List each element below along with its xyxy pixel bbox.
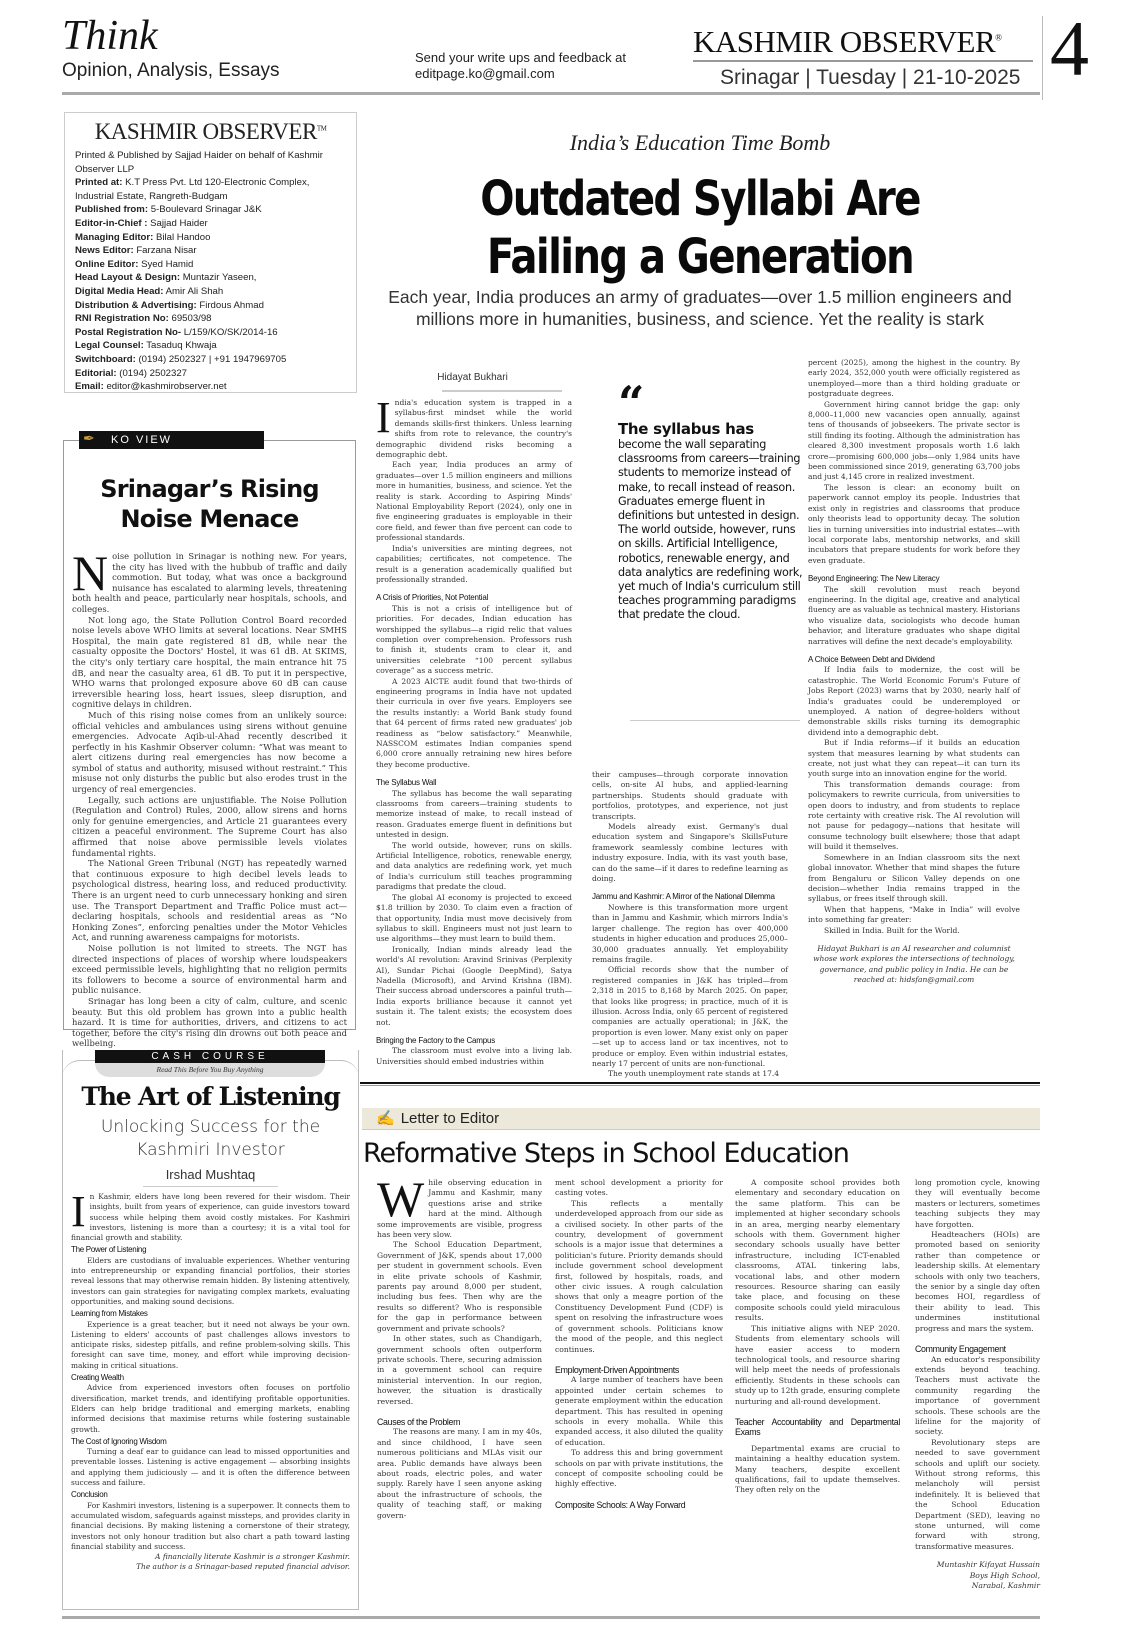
imprint-row bbox=[75, 271, 346, 285]
imprint-label: Digital Media Head: bbox=[75, 285, 164, 297]
imprint-value: L/159/KO/SK/2014-16 bbox=[183, 326, 278, 338]
cash-course-subbanner: Read This Before You Buy Anything bbox=[95, 1063, 325, 1077]
article-paragraph: percent (2025), among the highest in the country. By early 2024, 352,000 youth were officially registered as unemployed—more than a third holding graduate or postgraduate degrees. bbox=[808, 358, 1020, 399]
article-standfirst: Each year, India produces an army of graduates—over 1.5 million engineers and millions more in humanities, business, and science. Yet the reality is stark bbox=[388, 287, 1012, 329]
article-paragraph: The youth unemployment rate stands at 17.4 bbox=[608, 1069, 780, 1079]
subheading: The Syllabus Wall bbox=[376, 778, 437, 788]
section-heading: The Cost of Ignoring Wisdom bbox=[71, 1436, 167, 1446]
article-paragraph: Official records show that the number of registered companies in J&K has tripled—from 2,318 in 2015 to 8,168 by March 2025. On paper, that looks like progress; in practice, much of it is illusion. Across India, only 65 percent of registered companies are actually operational; in J&K, the proportion is even lower. Many exist only on paper—set up to access land or tax incentives, not to produce or employ. Even within industrial estates, nearly 17 percent of units are non-functional. bbox=[592, 965, 788, 1068]
cash-course-body bbox=[71, 1187, 350, 1573]
submission-note bbox=[415, 50, 626, 82]
imprint-row bbox=[75, 231, 346, 245]
letter-paragraph: Headteachers (HOIs) are promoted based on seniority rather than competence or leadership skills. At elementary schools with only two teachers, the senior by a single day often becomes HOI, regardless of their ability to lead. This undermines institutional progress and mars the system. bbox=[915, 1230, 1040, 1333]
footer-rule bbox=[62, 1616, 1040, 1619]
article-paragraph: The skill revolution must reach beyond engineering. In the digital age, creative and analytical fluency are as valuable as technical mastery. Historians who visualize data, sociologists who decode human behavior, and literature graduates who shape digital narratives will define the next decade's employability. bbox=[808, 584, 1020, 646]
section-title: Think bbox=[62, 13, 158, 59]
imprint-label: Printed at: bbox=[75, 177, 123, 189]
pull-quote-rule bbox=[630, 720, 800, 721]
brand-divider bbox=[693, 60, 1033, 62]
imprint-label: Managing Editor: bbox=[75, 231, 154, 243]
editorial-paragraph: The National Green Tribunal (NGT) has repeatedly warned that continuous exposure to high decibel levels leads to psychological distress, hearing loss, and reduced productivity. There is an urgent need to curb unnecessary honking and siren use. The Transport Department and Traffic Police must act—declaring hospitals, schools and residential areas as “No Honking Zones”, enforcing penalties under the Motor Vehicles Act, and running awareness campaigns for motorists. bbox=[72, 858, 347, 943]
section-tagline: Opinion, Analysis, Essays bbox=[62, 60, 280, 81]
letter-paragraph: ment school development a priority for casting votes. bbox=[555, 1178, 723, 1198]
letter-column-2 bbox=[555, 1178, 723, 1510]
article-paragraph: Each year, India produces an army of graduates—over 1.5 million engineers and millions more in humanities, business, and science. Yet the reality is stark. According to Aspiring Minds' National Employability Report (2024), only one in five engineering graduates is employable in their core field, and fewer than five percent can code to professional standards. bbox=[376, 460, 572, 543]
imprint-value: Bilal Handoo bbox=[156, 231, 211, 243]
imprint-logo bbox=[75, 119, 346, 145]
imprint-row bbox=[75, 244, 346, 258]
subheading: Jammu and Kashmir: A Mirror of the National Dilemma bbox=[592, 892, 775, 902]
article-kicker: India’s Education Time Bomb bbox=[569, 130, 831, 155]
writing-hand-icon: ✍ bbox=[376, 1110, 395, 1127]
article-paragraph: Nowhere is this transformation more urgent than in Jammu and Kashmir, which mirrors India's larger challenge. The region has over 400,000 students in higher education and produces 25,000–30,000 graduates annually. Yet employability remains fragile. bbox=[592, 902, 788, 964]
editorial-paragraph: Srinagar has long been a city of calm, culture, and scenic beauty. But this old problem has grown into a public health hazard. It is time for authorities, drivers, and citizens to act together, before the city's rising din drowns out both peace and wellbeing. bbox=[72, 995, 347, 1049]
imprint-label: RNI Registration No: bbox=[75, 313, 169, 325]
imprint-value: editor@kashmirobserver.net bbox=[106, 381, 227, 393]
article-paragraph: The syllabus has become the wall separating classrooms from careers—training students to memorize instead of make, to recall instead of reason. Graduates emerge fluent in definitions but untested in design. bbox=[376, 788, 572, 840]
imprint-label: Postal Registration No- bbox=[75, 326, 182, 338]
imprint-row bbox=[75, 353, 346, 367]
editorial-paragraph: Legally, such actions are unjustifiable. The Noise Pollution (Regulation and Control) Rules, 2000, allow sirens and horns only for genuine emergencies, and Article 21 guarantees every citizen a peaceful environment. The Supreme Court has also affirmed that noise above permissible levels violates fundamental rights. bbox=[72, 794, 347, 858]
pen-nib-icon: ✒ bbox=[83, 430, 97, 446]
ko-view-editorial bbox=[63, 430, 356, 1049]
imprint-value: K.T Press Pvt. Ltd 120-Electronic Complex, Industrial Estate, Rangreth-Budgam bbox=[75, 177, 310, 202]
imprint-value: Farzana Nisar bbox=[136, 245, 197, 257]
pull-quote-lead: The syllabus has bbox=[618, 420, 754, 438]
letter-column-3 bbox=[735, 1178, 900, 1496]
imprint-logo-text: KASHMIR OBSERVER bbox=[94, 119, 317, 144]
paragraph-text: oise pollution in Srinagar is nothing new. For years, the city has lived with the hubbub of traffic and daily commotion. But today, what was once a background nuisance has escalated to alarming levels, threatening both health and peace, particularly near hospitals, schools, and colleges. bbox=[72, 551, 347, 614]
editorial-paragraph: Noise pollution is not limited to streets. The NGT has directed inspections of places of worship where loudspeakers exceed permissible levels, highlighting that no religion permits its followers to become a source of environmental harm and public nuisance. bbox=[72, 942, 347, 996]
editorial-paragraph: Not long ago, the State Pollution Control Board recorded noise levels above WHO limits at several locations. Near SMHS Hospital, the main gate registered 81 dB, while near the casualty opposite the Doctors' Hostel, it was 61 dB. At SKIMS, the city's only tertiary care hospital, the main entrance hit 75 dB, and near the casualty area, 61 dB. To put it in perspective, WHO warns that prolonged exposure above 60 dB can cause irreversible hearing loss, heart issues, sleep disruption, and cognitive delays in children. bbox=[72, 614, 347, 710]
intro-paragraph bbox=[377, 1171, 542, 1240]
article-paragraph: Government hiring cannot bridge the gap: only 8,000–11,000 new vacancies open annually, against tens of thousands of jobseekers. The private sector is still finding its footing. Although the administration has cleared 8,300 investment proposals worth 1.6 lakh crore—promising 600,000 jobs—only 1,984 units have been commissioned since 2019, generating 63,700 jobs and just 4,145 crore in realized investment. bbox=[808, 399, 1020, 482]
imprint-row bbox=[75, 312, 346, 326]
drop-cap: I bbox=[71, 1187, 86, 1236]
article-paragraph: The world outside, however, runs on skills. Artificial Intelligence, robotics, renewable energy, and data analytics are redefining work, yet much of India's curriculum still teaches programming paradigms that predate the cloud. bbox=[376, 840, 572, 892]
article-paragraph: This is not a crisis of intelligence but of priorities. For decades, Indian education has worshipped the syllabus—a rigid relic that values completion over comprehension. Professors rush to finish it, students cram to clear it, and universities celebrate “100 percent syllabus coverage” as a success metric. bbox=[376, 603, 572, 676]
letter-signature bbox=[915, 1560, 1040, 1591]
imprint-label: Head Layout & Design: bbox=[75, 272, 181, 284]
cash-course-banner: CASH COURSE bbox=[95, 1050, 325, 1063]
article-paragraph: If India fails to modernize, the cost will be catastrophic. The World Economic Forum's Future of Jobs Report (2023) warns that by 2030, nearly half of India's graduates could be underemployed or unemployed. A nation of degree-holders without demonstrable skills risks turning its demographic dividend into a demographic debt. bbox=[808, 665, 1020, 737]
imprint-label: Email: bbox=[75, 381, 104, 393]
editorial-body bbox=[72, 545, 347, 1049]
article-paragraph: The lesson is clear: an economy built on paperwork cannot employ its people. Industries that exist only in registries and classrooms that produce only theorists lead to opportunity decay. The solution lies in turning universities into industrial estates—with local corporate labs, mentorship networks, and skill incubators that prepare students for work before they even graduate. bbox=[808, 482, 1020, 565]
drop-cap: W bbox=[377, 1171, 425, 1227]
letter-to-editor-band bbox=[362, 1108, 1040, 1130]
imprint-value: Sajjad Haider bbox=[150, 217, 208, 229]
author-note: The author is a Srinagar-based reputed financial advisor. bbox=[136, 1562, 350, 1572]
article-paragraph: This transformation demands courage: from policymakers to rewrite curricula, from universities to open doors to industry, and from students to replace rote certainty with creative risk. The AI revolution will not pause for pedagogy—nations that hesitate will consume technology built elsewhere; those that adapt will build it themselves. bbox=[808, 779, 1020, 852]
subheading: Composite Schools: A Way Forward bbox=[555, 1499, 686, 1510]
section-paragraph: Experience is a great teacher, but it need not always be your own. Listening to elders' accounts of past challenges allows investors to anticipate risks, sidestep pitfalls, and refine problem-solving skills. This foresight can save time, money, and effort while improving decision-making in critical situations. bbox=[71, 1319, 350, 1370]
imprint-value: Syed Hamid bbox=[141, 258, 194, 270]
paragraph-text: n Kashmir, elders have long been revered for their wisdom. Their insights, built from years of experience, can guide investors toward success while helping them avoid costly mistakes. For Kashmiri investors, listening is more than a courtesy; it is a vital tool for financial growth and stability. bbox=[71, 1192, 350, 1243]
letter-paragraph: Departmental exams are crucial to maintaining a healthy education system. Many teachers, despite excellent qualifications, fail to update themselves. They often rely on the bbox=[735, 1443, 900, 1495]
letter-paragraph: A composite school provides both elementary and secondary education on the same platform. This can be implemented at higher secondary schools in an area, merging nearby elementary schools with them. Government higher secondary schools usually have better infrastructure, including ICT-enabled classrooms, ATAL tinkering labs, vocational labs, and other modern resources. Resource sharing can easily take place, and focusing on these composite schools could yield miraculous results. bbox=[735, 1178, 900, 1323]
article-paragraph: Models already exist. Germany's dual education system and Singapore's SkillsFuture framework seamlessly combine lectures with industry exposure. India, with its vast youth base, can do the same—if it dares to redefine learning as doing. bbox=[592, 822, 788, 884]
imprint-value: (0194) 2502327 bbox=[119, 367, 187, 379]
cash-course-author: Irshad Mushtaq bbox=[165, 1167, 256, 1182]
headline-line2: Failing a Generation bbox=[486, 229, 914, 285]
imprint-box bbox=[64, 112, 357, 393]
ko-view-banner bbox=[79, 431, 264, 449]
author-note: A financially literate Kashmir is a stronger Kashmir. bbox=[155, 1552, 350, 1562]
masthead-rule bbox=[62, 92, 1040, 95]
pull-quote bbox=[618, 376, 808, 623]
imprint-row bbox=[75, 203, 346, 217]
section-paragraph: Turning a deaf ear to guidance can lead to missed opportunities and preventable losses. Listening is active engagement — absorbing insights and applying them judiciously — and it is often the difference between success and failure. bbox=[71, 1447, 350, 1488]
imprint-label: Legal Counsel: bbox=[75, 340, 144, 352]
brand-logo bbox=[693, 24, 1002, 60]
subheading: A Crisis of Priorities, Not Potential bbox=[376, 593, 489, 603]
quote-icon: “ bbox=[618, 376, 645, 430]
imprint-value: Firdous Ahmad bbox=[199, 299, 264, 311]
article-byline: Hidayat Bukhari bbox=[437, 372, 508, 383]
cash-course-column bbox=[62, 1050, 359, 1610]
editorial-title-line2: Noise Menace bbox=[120, 505, 299, 533]
publisher-line: Printed & Published by Sajjad Haider on behalf of Kashmir Observer LLP bbox=[75, 150, 323, 175]
editorial-paragraph bbox=[72, 545, 347, 615]
imprint-label: Distribution & Advertising: bbox=[75, 299, 197, 311]
subheading: Bringing the Factory to the Campus bbox=[376, 1035, 496, 1045]
letter-paragraph: A large number of teachers have been appointed under certain schemes to generate employment within the education department. This has resulted in opening schools in every mohalla. While this expanded access, it also diluted the quality of education. bbox=[555, 1375, 723, 1447]
article-paragraph: The global AI economy is projected to exceed $1.8 trillion by 2030. To claim even a fraction of that opportunity, India must move decisively from syllabus to skill. Engineers must not just learn to use algorithms—they must learn to build them. bbox=[376, 892, 572, 944]
dateline: Srinagar | Tuesday | 21-10-2025 bbox=[720, 66, 1021, 89]
page-number: 4 bbox=[1050, 5, 1089, 92]
cash-course-subtitle bbox=[63, 1116, 358, 1162]
author-bio: Hidayat Bukhari is an AI researcher and columnist whose work explores the intersections of technology, governance, and public policy in India. He can be reached at: hidsfan@gmail.com bbox=[813, 943, 1015, 985]
byline-rule bbox=[442, 390, 562, 392]
signature-school: Boys High School, bbox=[969, 1570, 1040, 1580]
imprint-label: Editorial: bbox=[75, 367, 117, 379]
headline-line1: Outdated Syllabi Are bbox=[480, 171, 920, 227]
imprint-label: Published from: bbox=[75, 204, 149, 216]
section-divider-thin bbox=[360, 1085, 1040, 1086]
intro-paragraph bbox=[71, 1187, 350, 1243]
letter-paragraph: long promotion cycle, knowing they will eventually become masters or lecturers, sometimes teaching subjects they may have forgotten. bbox=[915, 1178, 1040, 1229]
imprint-row bbox=[75, 299, 346, 313]
editorial-title bbox=[64, 474, 355, 534]
letter-column-4 bbox=[915, 1178, 1040, 1591]
section-heading: Learning from Mistakes bbox=[71, 1309, 148, 1319]
article-paragraph: The classroom must evolve into a living lab. Universities should embed industries within bbox=[376, 1046, 572, 1066]
subheading: Teacher Accountability and Departmental Exams bbox=[735, 1416, 900, 1438]
imprint-row bbox=[75, 285, 346, 299]
drop-cap: N bbox=[72, 545, 109, 601]
pull-quote-text: become the wall separating classrooms from careers—training students to memorize instead of make, to recall instead of reason. Graduates emerge fluent in definitions but untested in design. The world outside, however, runs on skills. Artificial Intelligence, robotics, renewable energy, and data analytics are redefining work, yet much of India's curriculum still teaches programming paradigms that predate the cloud. bbox=[618, 438, 803, 622]
section-heading: Conclusion bbox=[71, 1490, 108, 1500]
registered-mark: ® bbox=[995, 32, 1002, 43]
letter-paragraph: The School Education Department, Government of J&K, spends about 17,000 per student in government schools. Even in elite private schools of Kashmir, parents pay around 8,000 per student, including bus fees. Then why are the results so different? Who is responsible for the gap in performance between government and private schools? bbox=[377, 1240, 542, 1333]
page-number-divider bbox=[1042, 16, 1043, 100]
subheading: Community Engagement bbox=[915, 1344, 1006, 1355]
letter-paragraph: This reflects a mentally underdeveloped approach from our side as a civilised society. In other parts of the country, development of government schools is a major issue that determines a politician's future. Priority demands should include government school development first, followed by hospitals, roads, and other civic issues. A rough calculation shows that only a meagre portion of the Constituency Development Fund (CDF) is spent on resolving the infrastructure woes of government schools. Politicians know the mood of the people, and this neglect continues. bbox=[555, 1198, 723, 1354]
article-paragraph: Ironically, Indian minds already lead the world's AI revolution: Aravind Srinivas (Perplexity AI), Sundar Pichai (Google DeepMind), Satya Nadella (Microsoft), and Arvind Krishna (IBM). Their success abroad underscores a painful truth—India exports brilliance because it cannot yet sustain it. The talent exists; the ecosystem does not. bbox=[376, 944, 572, 1027]
article-paragraph: India's universities are minting degrees, not capabilities; certificates, not competence. The result is a generation academically qualified but professionally stranded. bbox=[376, 543, 572, 584]
trademark-mark: TM bbox=[316, 124, 327, 133]
article-paragraph: Somewhere in an Indian classroom sits the next global innovator. Whether that mind shapes the future from Bengaluru or Silicon Valley depends on one decision—whether India remains trapped in the syllabus, or frees itself through skill. bbox=[808, 852, 1020, 904]
subheading: Causes of the Problem bbox=[377, 1416, 461, 1427]
imprint-value: Amir Ali Shah bbox=[165, 285, 224, 297]
imprint-row bbox=[75, 380, 346, 394]
letter-column-1 bbox=[377, 1171, 542, 1521]
imprint-label: News Editor: bbox=[75, 245, 134, 257]
article-paragraph: their campuses—through corporate innovation cells, on-site AI hubs, and applied-learning partnerships. Students should graduate with portfolios, prototypes, and experience, not just transcripts. bbox=[592, 770, 788, 821]
letter-paragraph: This initiative aligns with NEP 2020. Students from elementary schools will have easier access to modern technological tools, and resource sharing will help meet the needs of professionals efficiently. Students in these schools can study up to 12th grade, ensuring complete nurturing and all-round development. bbox=[735, 1323, 900, 1406]
drop-cap: I bbox=[376, 393, 391, 442]
imprint-value: Muntazir Yaseen, bbox=[182, 272, 257, 284]
editorial-title-line1: Srinagar’s Rising bbox=[100, 475, 319, 503]
subtitle-line1: Unlocking Success for the bbox=[100, 1117, 321, 1137]
section-paragraph: Elders are custodians of invaluable experiences. Whether venturing into entrepreneurship or expanding financial portfolios, their stories reveal lessons that may otherwise remain hidden. By listening attentively, investors can gain strategies for navigating complex markets, evaluating opportunities, and making sound decisions. bbox=[71, 1255, 350, 1306]
submission-text: Send your write ups and feedback at bbox=[415, 50, 627, 65]
imprint-row bbox=[75, 339, 346, 353]
article-paragraph: But if India reforms—if it builds an education system that measures learning by what students can create, not just what they can repeat—it can turn its youth surge into an innovation engine for the world. bbox=[808, 738, 1020, 779]
section-heading: Creating Wealth bbox=[71, 1373, 124, 1383]
article-paragraph: Skilled in India. Built for the World. bbox=[824, 925, 960, 935]
ko-view-label: KO VIEW bbox=[111, 434, 173, 446]
signature-name: Muntashir Kifayat Hussain bbox=[936, 1560, 1040, 1570]
subheading: Beyond Engineering: The New Literacy bbox=[808, 574, 940, 584]
letter-band-label: Letter to Editor bbox=[400, 1110, 500, 1127]
imprint-value: 5-Boulevard Srinagar J&K bbox=[150, 204, 262, 216]
section-paragraph: Advice from experienced investors often focuses on portfolio diversification, market trends, and identifying profitable opportunities. Elders can help bridge traditional and emerging markets, enabling informed decisions that maximise returns while fostering sustainable growth. bbox=[71, 1383, 350, 1434]
section-paragraph: For Kashmiri investors, listening is a superpower. It connects them to accumulated wisdom, safeguards against missteps, and provides clarity in financial decisions. By making listening a cornerstone of their strategy, investors not only honour tradition but also chart a path toward lasting financial stability and success. bbox=[71, 1500, 350, 1551]
letter-paragraph: Revolutionary steps are needed to save government schools and uplift our society. Without strong reforms, this melancholy will persist indefinitely. It is believed that the School Education Department (SED), leaving no stone unturned, will come forward with strong, transformative measures. bbox=[915, 1437, 1040, 1551]
subheading: A Choice Between Debt and Dividend bbox=[808, 654, 935, 664]
imprint-value: 69503/98 bbox=[171, 313, 212, 325]
letter-paragraph: The reasons are many. I am in my 40s, and since childhood, I have seen numerous politicians and MLAs visit our area. Public demands have always been about roads, electric poles, and water supply. Rarely have I seen anyone asking about the infrastructure of schools, the quality of teaching staff, or making govern- bbox=[377, 1427, 542, 1520]
section-divider bbox=[360, 1082, 1040, 1084]
imprint-label: Online Editor: bbox=[75, 258, 139, 270]
imprint-row bbox=[75, 326, 346, 340]
signature-location: Narabal, Kashmir bbox=[971, 1581, 1040, 1591]
intro-paragraph bbox=[376, 393, 572, 460]
letter-paragraph: In other states, such as Chandigarh, government schools often outperform private schools. There, securing admission in a government school can require ministerial intervention. In our region, however, the situation is drastically reversed. bbox=[377, 1334, 542, 1406]
article-paragraph: A 2023 AICTE audit found that two-thirds of engineering programs in India have not updated their curricula in over five years. Employers see the results instantly: a World Bank study found that 64 percent of firms rated new graduates' job readiness as “below satisfactory.” Meanwhile, NASSCOM estimates Indian companies spend 6,000 crore annually retraining new hires before they become productive. bbox=[376, 676, 572, 769]
subheading: Employment-Driven Appointments bbox=[555, 1364, 679, 1375]
article-column-2 bbox=[592, 770, 788, 1080]
imprint-value: (0194) 2502327 | +91 1947969705 bbox=[138, 353, 287, 365]
article-paragraph: When that happens, “Make in India” will evolve into something far greater: bbox=[808, 904, 1020, 925]
imprint-label: Switchboard: bbox=[75, 353, 136, 365]
section-heading: The Power of Listening bbox=[71, 1245, 147, 1255]
letter-paragraph: To address this and bring government schools on par with private institutions, the concept of composite schooling could be highly effective. bbox=[555, 1448, 723, 1489]
subtitle-line2: Kashmiri Investor bbox=[136, 1140, 285, 1160]
article-column-3 bbox=[808, 358, 1020, 986]
submission-email[interactable]: editpage.ko@gmail.com bbox=[415, 66, 555, 81]
editorial-paragraph: Much of this rising noise comes from an unlikely source: official vehicles and ambulances using sirens without genuine emergencies. Advocate Aqib-ul-Ahad recently described it perfectly in his Kashmir Observer column: “What was meant to alert citizens during real emergencies has now become a symbol of status and authority, misused without restraint.” This misuse not only disturbs the public but also erodes trust in the urgency of real emergencies. bbox=[72, 709, 347, 795]
author-rule bbox=[143, 1186, 278, 1187]
article-headline bbox=[414, 170, 985, 286]
letter-paragraph: An educator's responsibility extends beyond teaching. Teachers must activate the community regarding the importance of government schools. These schools are the lifeline for the majority of society. bbox=[915, 1354, 1040, 1437]
imprint-row bbox=[75, 217, 346, 231]
letter-title: Reformative Steps in School Education bbox=[363, 1138, 849, 1169]
imprint-row bbox=[75, 367, 346, 381]
imprint-label: Editor-in-Chief : bbox=[75, 217, 148, 229]
brand-name: KASHMIR OBSERVER bbox=[693, 24, 996, 59]
cash-course-title: The Art of Listening bbox=[81, 1082, 340, 1111]
paragraph-text: ndia's education system is trapped in a syllabus-first mindset while the world demands skills-first thinkers. Unless learning shifts from rote to relevance, the country's demographic dividend risks becoming a demographic debt. bbox=[376, 398, 572, 460]
imprint-row bbox=[75, 176, 346, 203]
imprint-row bbox=[75, 258, 346, 272]
imprint-rows bbox=[75, 176, 346, 394]
paragraph-text: hile observing education in Jammu and Kashmir, many questions arise and strike hard at the mind. Although some improvements are visible, progress has been very slow. bbox=[377, 1178, 542, 1240]
imprint-value: Tasaduq Khwaja bbox=[146, 340, 217, 352]
article-column-1 bbox=[376, 393, 572, 1067]
